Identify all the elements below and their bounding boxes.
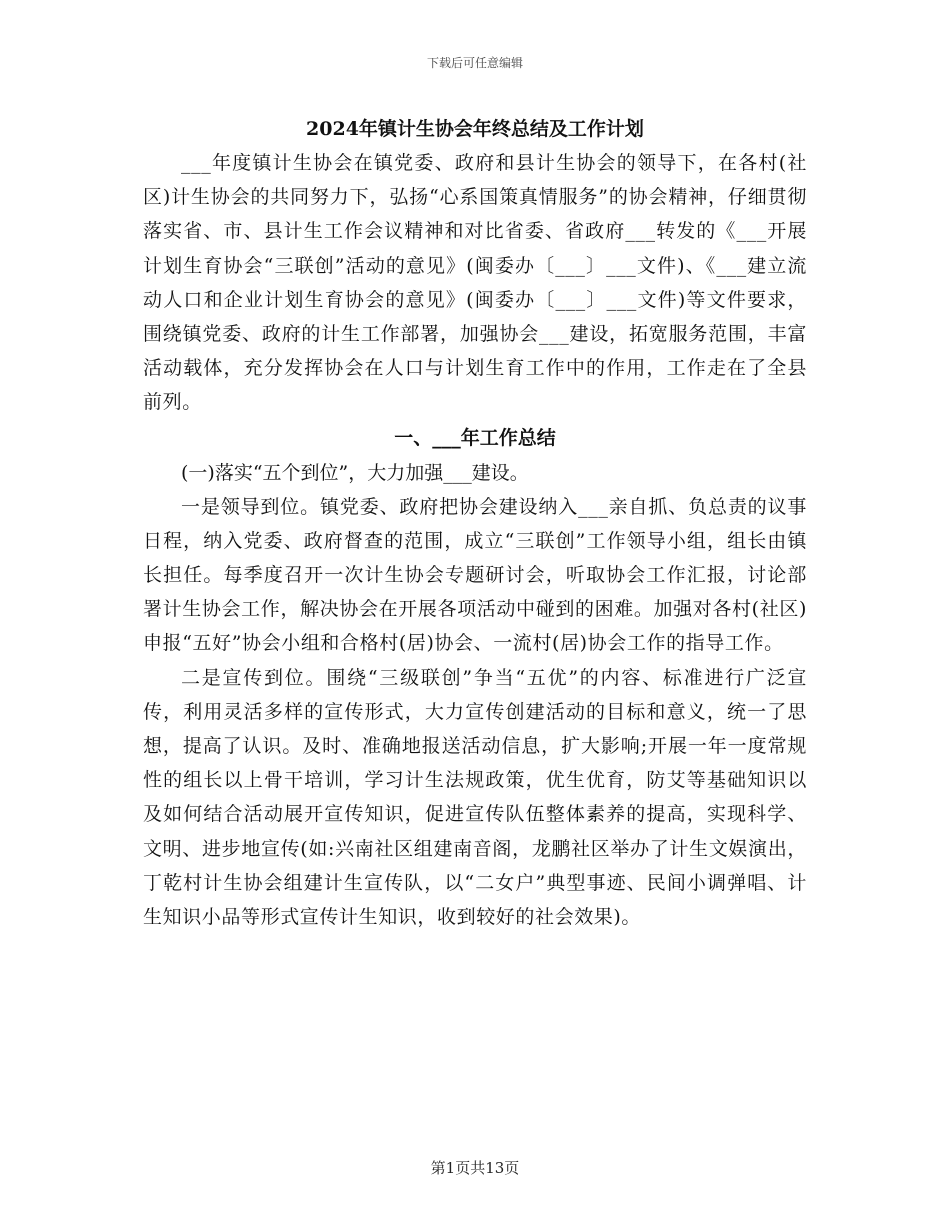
intro-paragraph: ___年度镇计生协会在镇党委、政府和县计生协会的领导下，在各村(社区)计生协会的共同努力下，弘扬“心系国策真情服务”的协会精神，仔细贯彻落实省、市、县计生工作会议精神和对比省委、省政府___转发的《___开展计划生育协会“三联创”活动的意见》(闽委办〔___〕___文件)、《___建立流动人口和企业计划生育协会的意见》(闽委办〔___〕___文件)等文件要求，围绕镇党委、政府的计生工作部署，加强协会___建设，拓宽服务范围，丰富活动载体，充分发挥协会在人口与计划生育工作中的作用，工作走在了全县前列。 bbox=[143, 152, 807, 414]
page-number: 第1页共13页 bbox=[430, 1159, 520, 1177]
paragraph-leadership: 一是领导到位。镇党委、政府把协会建设纳入___亲自抓、负总责的议事日程，纳入党委、政府督查的范围，成立“三联创”工作领导小组，组长由镇长担任。每季度召开一次计生协会专题研讨会，听取协会工作汇报，讨论部署计生协会工作，解决协会在开展各项活动中碰到的困难。加强对各村(社区)申报“五好”协会小组和合格村(居)协会、一流村(居)协会工作的指导工作。 bbox=[143, 495, 807, 655]
document-title: 2024年镇计生协会年终总结及工作计划 bbox=[306, 118, 644, 140]
document-body bbox=[143, 112, 807, 934]
subsection-heading-five-in-place: (一)落实“五个到位”，大力加强___建设。 bbox=[181, 461, 529, 484]
paragraph-publicity: 二是宣传到位。围绕“三级联创”争当“五优”的内容、标准进行广泛宣传，利用灵活多样的宣传形式，大力宣传创建活动的目标和意义，统一了思想，提高了认识。及时、准确地报送活动信息，扩大影响;开展一年一度常规性的组长以上骨干培训，学习计生法规政策，优生优育，防艾等基础知识以及如何结合活动展开宣传知识，促进宣传队伍整体素养的提高，实现科学、文明、进步地宣传(如:兴南社区组建南音阁，龙鹏社区举办了计生文娱演出，丁乾村计生协会组建计生宣传队，以“二女户”典型事迹、民间小调弹唱、计生知识小品等形式宣传计生知识，收到较好的社会效果)。 bbox=[143, 666, 807, 929]
section-heading-summary: 一、___年工作总结 bbox=[394, 426, 556, 449]
page-header-note: 下载后可任意编辑 bbox=[426, 56, 523, 70]
